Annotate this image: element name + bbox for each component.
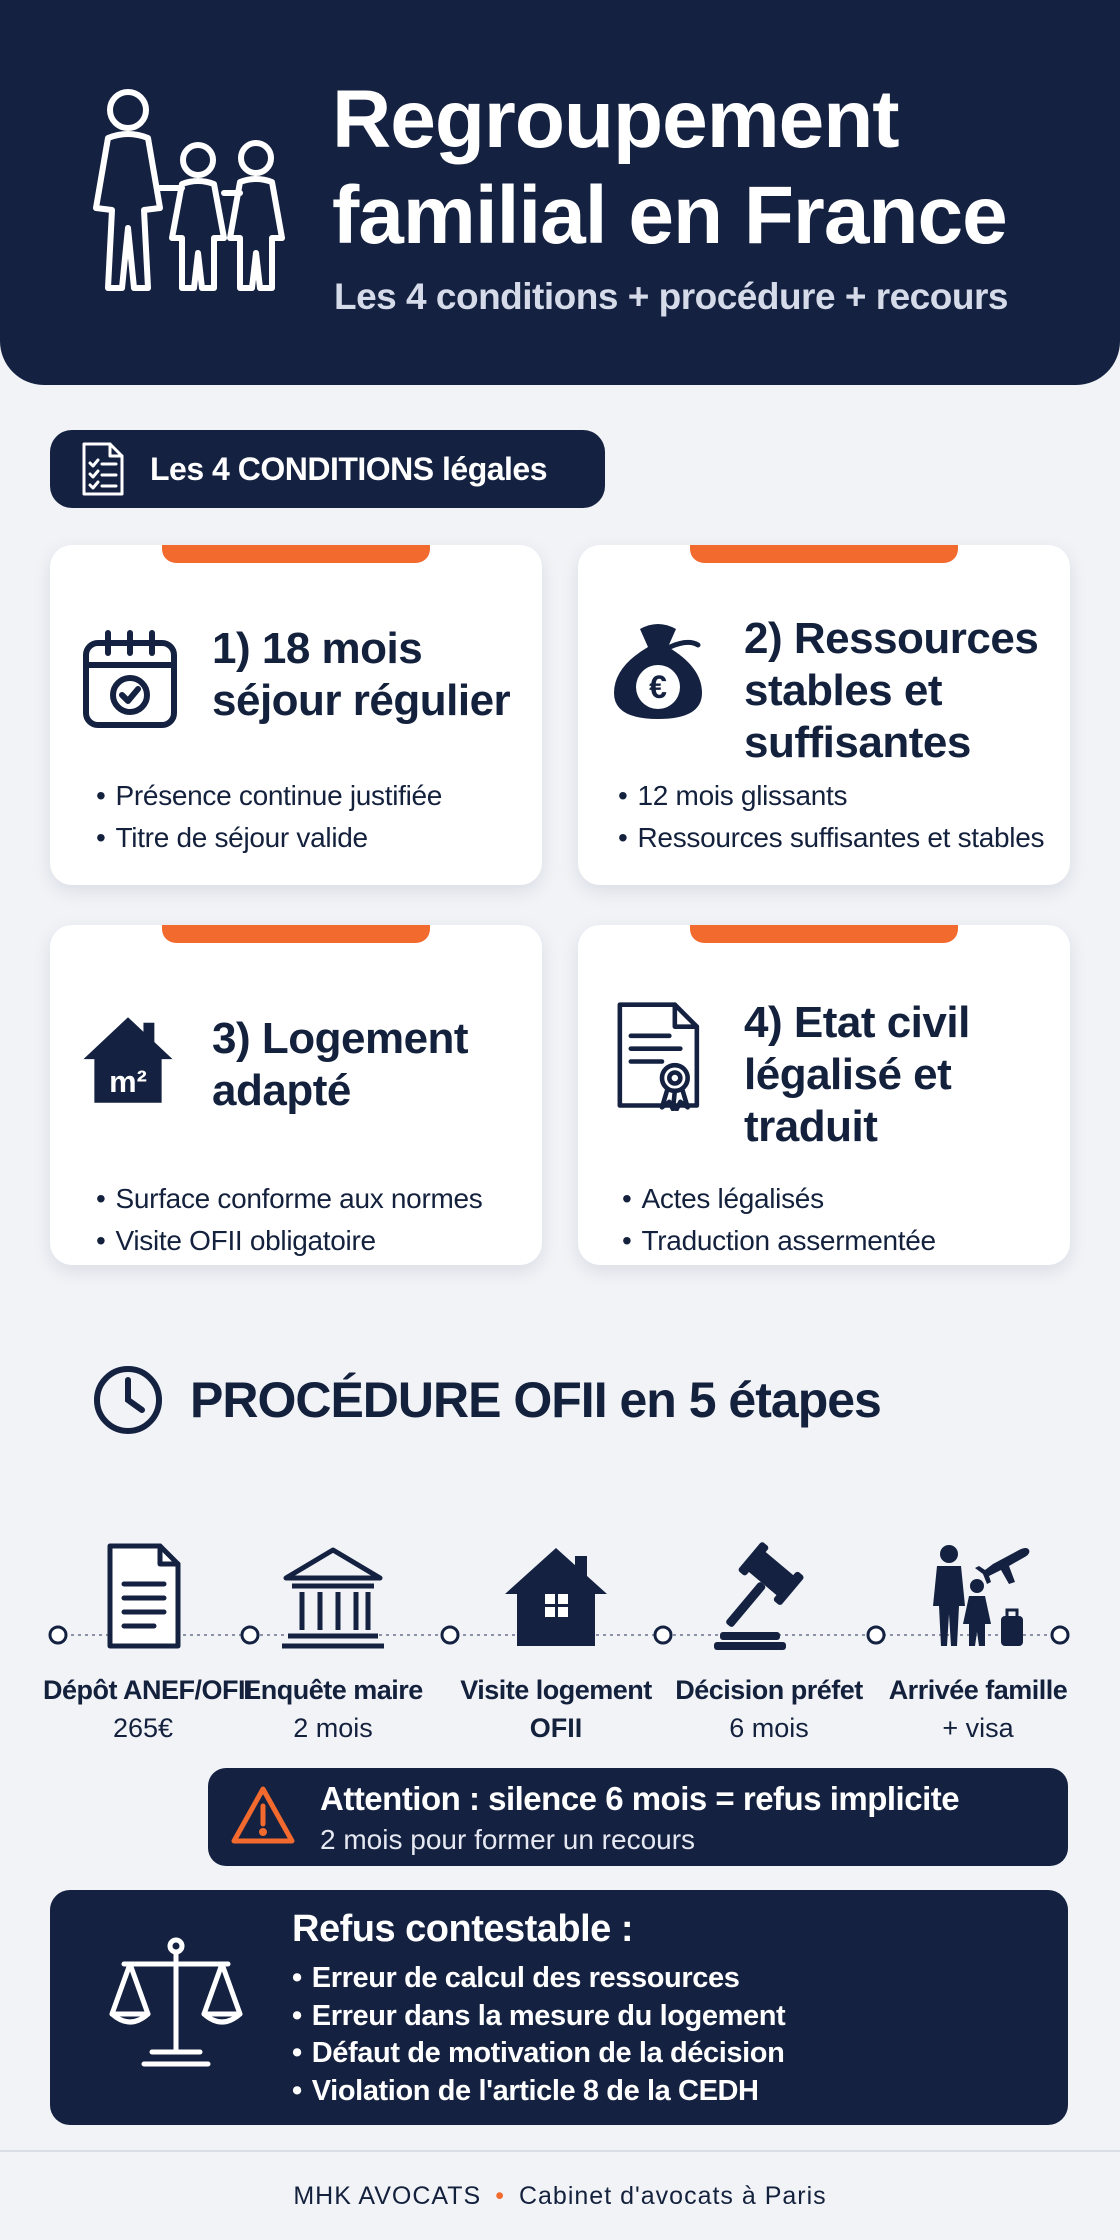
step-label: Décision préfet (675, 1675, 863, 1705)
conditions-section-label (50, 430, 605, 508)
refus-item: • Erreur de calcul des ressources (292, 1960, 785, 1998)
condition-card-4 (578, 925, 1070, 1265)
step-value: 265€ (112, 1713, 174, 1743)
refus-item: • Défaut de motivation de la décision (292, 2035, 785, 2073)
page-title: Regroupement familial en France (332, 74, 1007, 261)
alert-title: Attention : silence 6 mois = refus implicite (320, 1780, 960, 1817)
footer (0, 2150, 1120, 2240)
condition-bullet: • 12 mois glissants (618, 775, 1044, 817)
step-value: OFII (529, 1713, 583, 1743)
procedure-timeline (0, 1530, 1120, 1760)
house-icon (501, 1542, 611, 1650)
condition-bullets (622, 1178, 936, 1262)
gavel-icon (714, 1542, 824, 1650)
card-accent (162, 925, 430, 943)
condition-bullets (96, 775, 442, 859)
condition-bullet: • Ressources suffisantes et stables (618, 817, 1044, 859)
step-value: 2 mois (293, 1713, 373, 1743)
page-subtitle: Les 4 conditions + procédure + recours (334, 276, 1008, 317)
condition-title: 3) Logement adapté (212, 1014, 469, 1115)
step-label: Enquête maire (243, 1675, 423, 1705)
checklist-icon (78, 441, 126, 497)
alert-text: 2 mois pour former un recours (320, 1824, 696, 1855)
step-label: Visite logement (460, 1675, 652, 1705)
refus-title: Refus contestable : (292, 1908, 634, 1950)
refus-item: • Violation de l'article 8 de la CEDH (292, 2073, 785, 2111)
scales-icon (106, 1934, 246, 2074)
conditions-section-text: Les 4 CONDITIONS légales (150, 450, 548, 487)
condition-bullet: • Présence continue justifiée (96, 775, 442, 817)
refus-list (292, 1960, 785, 2110)
condition-bullet: • Visite OFII obligatoire (96, 1220, 482, 1262)
condition-card-2 (578, 545, 1070, 885)
header-banner (0, 0, 1120, 385)
footer-tagline: Cabinet d'avocats à Paris (518, 2181, 827, 2210)
condition-title: 1) 18 mois séjour régulier (212, 624, 511, 725)
condition-title: 4) Etat civil légalisé et traduit (744, 998, 970, 1151)
condition-card-3 (50, 925, 542, 1265)
card-accent (690, 545, 958, 563)
condition-bullets (618, 775, 1044, 859)
certificate-document-icon (612, 1001, 712, 1111)
footer-firm: MHK AVOCATS (293, 2181, 482, 2210)
condition-bullet: • Titre de séjour valide (96, 817, 442, 859)
calendar-check-icon (80, 625, 180, 735)
condition-title: 2) Ressources stables et suffisantes (744, 614, 1039, 767)
warning-icon (230, 1784, 296, 1846)
condition-card-1 (50, 545, 542, 885)
step-label: Dépôt ANEF/OFII (43, 1675, 252, 1705)
house-m2-icon (78, 1005, 178, 1115)
step-value: + visa (942, 1713, 1014, 1743)
refus-item: • Erreur dans la mesure du logement (292, 1998, 785, 2036)
condition-bullet: • Surface conforme aux normes (96, 1178, 482, 1220)
step-label: Arrivée famille (888, 1675, 1068, 1705)
procedure-heading (92, 1360, 881, 1440)
svg-text:€: € (649, 669, 667, 705)
town-hall-icon (278, 1542, 388, 1650)
document-icon (88, 1542, 198, 1650)
condition-bullet: • Actes légalisés (622, 1178, 936, 1220)
step-value: 6 mois (729, 1713, 809, 1743)
condition-bullet: • Traduction assermentée (622, 1220, 936, 1262)
footer-separator: • (495, 2181, 505, 2210)
alert-box (208, 1768, 1068, 1866)
family-plane-icon (923, 1542, 1033, 1650)
refus-box (50, 1890, 1068, 2125)
card-accent (690, 925, 958, 943)
condition-bullets (96, 1178, 482, 1262)
clock-icon (92, 1364, 164, 1436)
euro-money-bag-icon (608, 615, 708, 725)
procedure-title: PROCÉDURE OFII en 5 étapes (190, 1372, 881, 1428)
card-accent (162, 545, 430, 563)
family-icon (78, 88, 298, 298)
svg-text:m²: m² (109, 1063, 147, 1099)
